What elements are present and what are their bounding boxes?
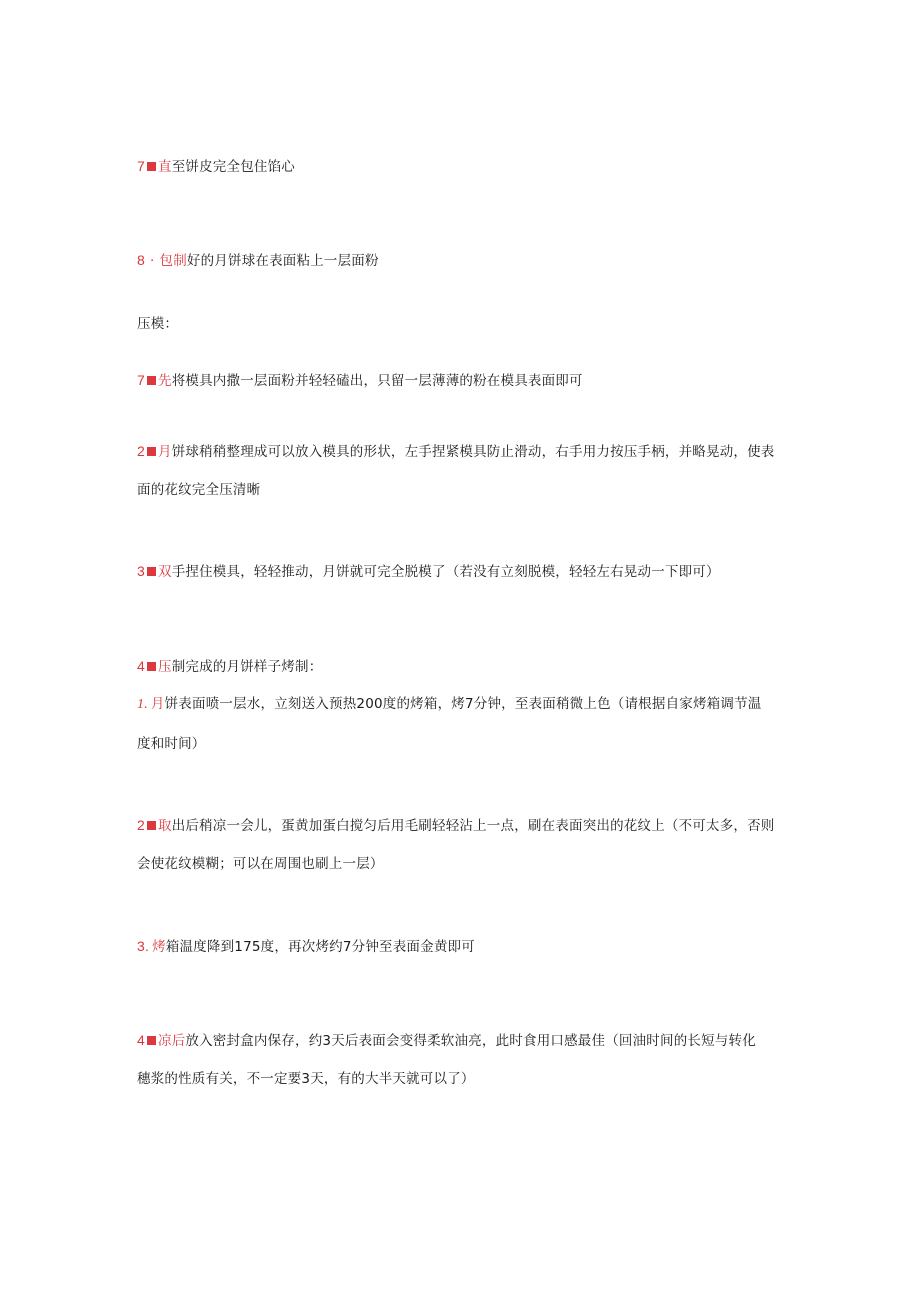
step-number: 2 [137, 443, 145, 459]
step-lead: 月 [150, 696, 165, 712]
step-line [137, 937, 475, 956]
step-line [137, 562, 720, 581]
step-number: 4 [137, 1032, 145, 1048]
step-line [137, 1031, 756, 1050]
step-number: 1. [137, 697, 148, 712]
step-lead: 直 [158, 159, 172, 175]
step-number: 3. [137, 938, 150, 954]
step-text: 制完成的月饼样子烤制： [171, 659, 323, 675]
square-bullet-icon [147, 567, 156, 576]
step-number: 8 [137, 252, 145, 268]
step-text: 放入密封盒内保存，约3天后表面会变得柔软油亮，此时食用口感最佳（回油时间的长短与转化 [185, 1033, 756, 1049]
step-lead: 先 [158, 373, 172, 389]
step-text: 手捏住模具，轻轻推动，月饼就可完全脱模了（若没有立刻脱模，轻轻左右晃动一下即可） [171, 564, 720, 580]
step-text: 箱温度降到175度，再次烤约7分钟至表面金黄即可 [165, 939, 475, 955]
step-line [137, 157, 295, 176]
square-bullet-icon [147, 162, 156, 171]
step-lead: 双 [158, 564, 172, 580]
step-lead: 凉后 [158, 1033, 186, 1049]
step-number: 3 [137, 563, 145, 579]
square-bullet-icon [147, 447, 156, 456]
step-text-continued: 会使花纹模糊；可以在周围也刷上一层） [137, 856, 384, 872]
step-number: 7 [137, 158, 145, 174]
section-heading: 压模： [137, 316, 179, 332]
step-line [137, 695, 761, 714]
step-text: 将模具内撒一层面粉并轻轻磕出，只留一层薄薄的粉在模具表面即可 [171, 373, 583, 389]
square-bullet-icon [147, 1036, 156, 1045]
step-line [137, 816, 775, 835]
square-bullet-icon [147, 821, 156, 830]
step-text: 至饼皮完全包住馅心 [171, 159, 296, 175]
step-text-continued: 穗浆的性质有关，不一定要3天，有的大半天就可以了） [137, 1071, 475, 1087]
square-bullet-icon [147, 376, 156, 385]
step-line [137, 371, 583, 390]
step-text: 饼表面喷一层水，立刻送入预热200度的烤箱，烤7分钟，至表面稍微上色（请根据自家烤箱调节温 [164, 696, 762, 712]
step-lead: 压 [158, 659, 172, 675]
step-number: 2 [137, 817, 145, 833]
step-text-continued: 度和时间） [137, 736, 206, 752]
step-lead: 包制 [159, 253, 187, 269]
step-text: 出后稍凉一会儿，蛋黄加蛋白搅匀后用毛刷轻轻沾上一点，刷在表面突出的花纹上（不可太多，否则 [171, 818, 775, 834]
step-lead: 月 [158, 444, 172, 460]
step-line [137, 442, 775, 461]
step-text: 好的月饼球在表面粘上一层面粉 [186, 253, 379, 269]
step-text-continued: 面的花纹完全压清晰 [137, 482, 261, 498]
step-text: 饼球稍稍整理成可以放入模具的形状，左手捏紧模具防止滑动，右手用力按压手柄，并略晃动，使表 [171, 444, 775, 460]
step-number: 4 [137, 658, 145, 674]
dot-bullet-icon: · [150, 253, 155, 269]
square-bullet-icon [147, 662, 156, 671]
step-number: 7 [137, 372, 145, 388]
step-lead: 烤 [152, 939, 166, 955]
step-line [137, 251, 379, 270]
step-lead: 取 [158, 818, 172, 834]
step-line [137, 657, 322, 676]
